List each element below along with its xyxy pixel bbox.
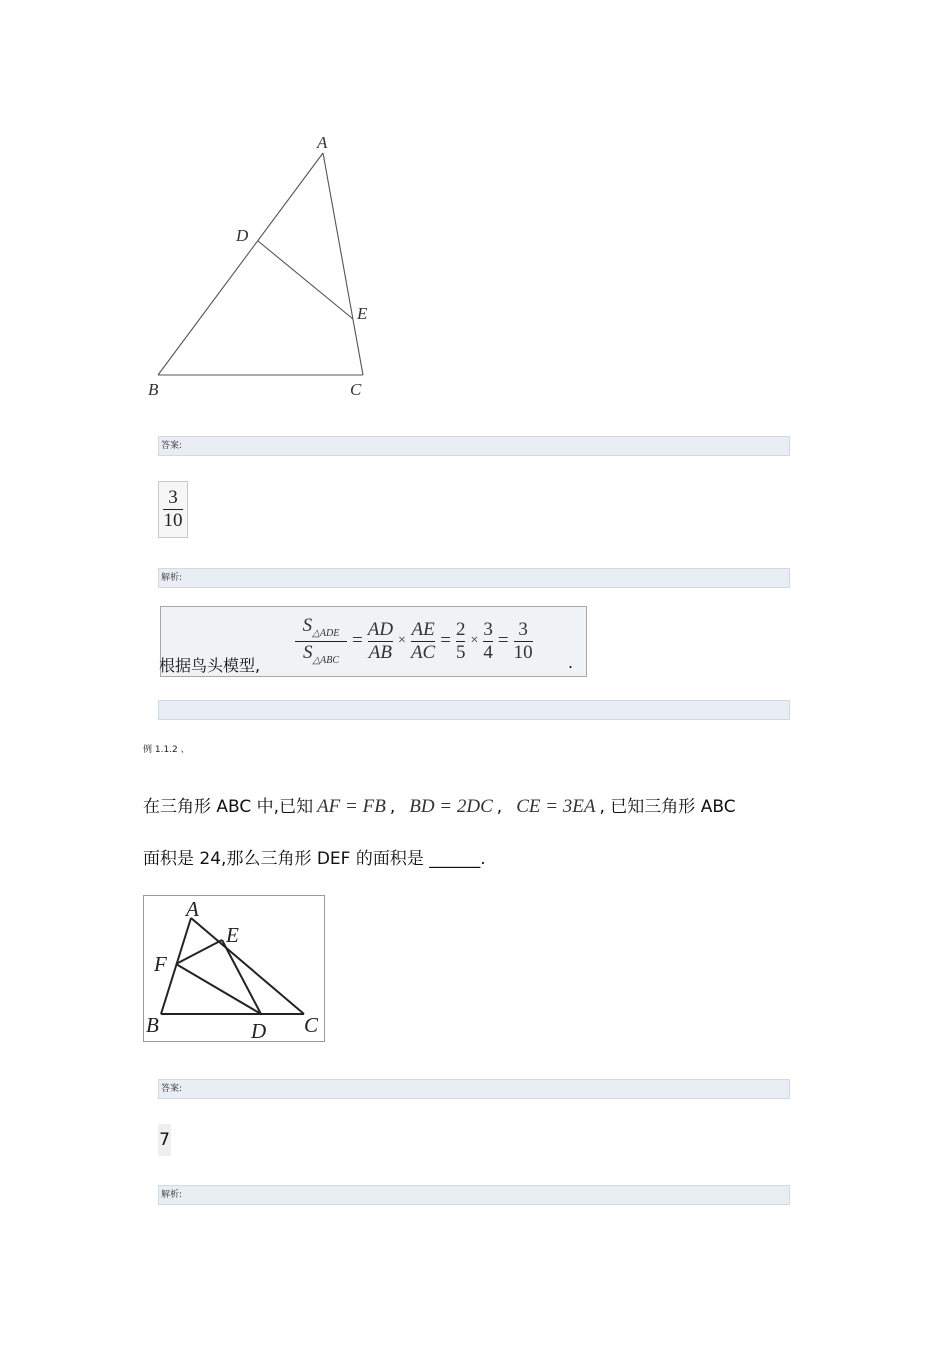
analysis-1-prefix: 根据鸟头模型, [159, 656, 261, 675]
answer-1-denominator: 10 [163, 510, 183, 531]
formula-ad-ab [368, 620, 393, 663]
triangle-figure-1 [140, 125, 390, 405]
answer-1-numerator: 3 [168, 487, 178, 509]
formula-ae: AE [411, 618, 435, 640]
formula-4: 4 [483, 641, 493, 663]
formula-eq-2: = [440, 630, 451, 651]
segment2-ac [191, 918, 304, 1014]
answer-value-2 [158, 1124, 171, 1156]
analysis-bar-1 [158, 568, 790, 588]
answer-bar-2 [158, 1079, 790, 1099]
comma-2: , [496, 797, 503, 817]
formula-2-5 [456, 620, 466, 663]
formula-s-bottom: S [302, 641, 313, 663]
answer-2-text: 7 [159, 1130, 170, 1150]
fig2-label-e: E [226, 923, 239, 947]
fig2-label-d: D [251, 1019, 267, 1041]
triangle-figure-2-frame [143, 895, 325, 1042]
analysis-label-1: 解析: [161, 573, 183, 583]
answer-label-2: 答案: [161, 1084, 183, 1094]
problem-line-1 [143, 792, 736, 818]
formula-ac: AC [410, 641, 436, 663]
label-d: D [236, 226, 249, 245]
formula-10: 10 [513, 641, 533, 663]
label-a: A [317, 133, 328, 152]
formula-3-10 [514, 620, 533, 663]
formula-eq-3: = [497, 630, 509, 651]
fig2-label-b: B [146, 1013, 159, 1037]
comma-1: , [389, 797, 396, 817]
formula-sub-ade: △ADE [312, 628, 340, 639]
condition-af-fb: AF = FB [317, 796, 386, 817]
triangle-figure-2 [144, 896, 324, 1041]
separator-bar [158, 700, 790, 720]
formula-3-4 [483, 620, 493, 663]
answer-label-1: 答案: [161, 441, 183, 451]
formula-3: 3 [483, 618, 493, 640]
fig2-label-c: C [304, 1013, 319, 1037]
analysis-1-suffix: . [568, 653, 574, 672]
formula-ab: AB [368, 641, 392, 663]
condition-ce-3ea: CE = 3EA [516, 796, 596, 817]
analysis-bar-2 [158, 1185, 790, 1205]
problem-text-1: 在三角形 ABC 中,已知 [143, 797, 314, 817]
label-e: E [357, 304, 368, 323]
problem-line-2: 面积是 24,那么三角形 DEF 的面积是 ______. [143, 849, 486, 869]
analysis-1-formula [295, 609, 533, 673]
segment-ac [323, 153, 363, 375]
label-b: B [148, 380, 159, 399]
formula-sub-abc: △ABC [312, 654, 340, 666]
formula-5: 5 [455, 641, 466, 663]
formula-times-1: × [398, 633, 406, 648]
example-title: 例 1.1.2 、 [143, 745, 190, 755]
label-c: C [350, 380, 362, 399]
formula-area-ratio [295, 616, 347, 666]
formula-ad: AD [367, 618, 394, 640]
formula-3b: 3 [518, 618, 528, 640]
segment-ab [158, 153, 323, 375]
formula-ae-ac [411, 620, 435, 663]
condition-bd-2dc: BD = 2DC [409, 796, 493, 817]
answer-value-1 [158, 481, 188, 538]
formula-s-top: S [302, 615, 313, 637]
formula-eq-1: = [352, 630, 363, 651]
segment-de [258, 241, 353, 319]
formula-times-2: × [470, 633, 479, 648]
analysis-box-1 [160, 606, 587, 677]
fig2-label-f: F [154, 952, 167, 976]
formula-2: 2 [455, 618, 466, 640]
problem-text-2: , 已知三角形 ABC [599, 797, 736, 817]
analysis-label-2: 解析: [161, 1190, 183, 1200]
answer-bar-1 [158, 436, 790, 456]
fig2-label-a: A [186, 897, 199, 921]
